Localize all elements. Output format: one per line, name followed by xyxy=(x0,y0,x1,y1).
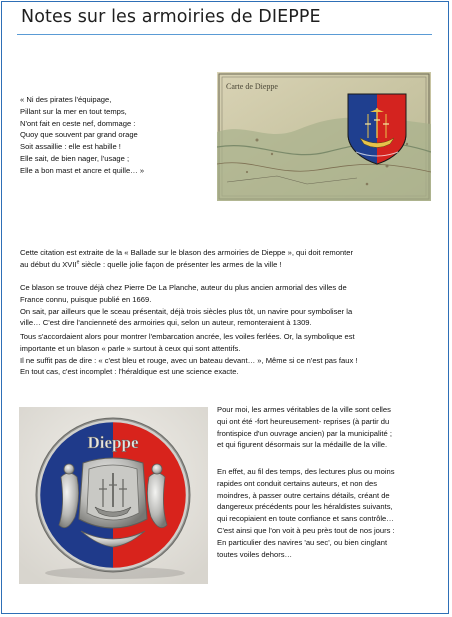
paragraph-line: rapides ont conduit certains auteurs, et non des xyxy=(217,478,377,488)
century-superscript: e xyxy=(76,259,80,266)
paragraph-line: C'est ainsi que l'on voit à peu près tout de nos jours : xyxy=(217,525,395,535)
paragraph-line: Pour moi, les armes véritables de la ville sont celles xyxy=(217,405,391,414)
paragraph-symbolique xyxy=(20,331,434,378)
page-title: Notes sur les armoiries de DIEPPE xyxy=(21,7,321,27)
century-suffix: siècle : quelle jolie façon de présenter les armes de la ville ! xyxy=(79,259,282,269)
medal-illustration xyxy=(19,407,208,584)
map-with-coat-of-arms-image xyxy=(217,72,431,201)
poem-quote xyxy=(20,94,210,177)
poem-line: Quoy que souvent par grand orage xyxy=(20,130,138,140)
map-caption: Carte de Dieppe xyxy=(226,82,278,91)
paragraph-line: Cette citation est extraite de la « Ballade sur le blason des armoiries de Dieppe », qui doit remonter xyxy=(20,248,354,257)
medal-cartouche xyxy=(79,458,147,528)
poem-line: Elle sait, de bien nager, l'usage ; xyxy=(20,153,130,163)
poem-line: « Ni des pirates l'équipage, xyxy=(20,95,112,104)
paragraph-line: frontispice d'un ouvrage ancien) par la municipalité ; xyxy=(217,428,392,438)
paragraph-line: ville… C'est dire l'ancienneté des armoiries qui, selon un auteur, remonteraient à 1309. xyxy=(20,318,312,328)
paragraph-line: En effet, au fil des temps, des lectures plus ou moins xyxy=(217,466,395,476)
poem-line: Soit assaillie : elle est habille ! xyxy=(20,142,121,152)
paragraph-line: Tous s'accordaient alors pour montrer l'embarcation ancrée, les voiles ferlées. Or, la symbolique est xyxy=(20,332,355,341)
paragraph-line: En particulier des navires 'au sec', ou bien cinglant xyxy=(217,537,388,547)
city-medal-image xyxy=(19,407,208,584)
poem-line: N'ont fait en ceste nef, dommage : xyxy=(20,118,136,128)
paragraph-line: France connu, puisque publié en 1669. xyxy=(20,294,152,304)
paragraph-line: et qui figurent désormais sur la médaille de la ville. xyxy=(217,440,388,450)
paragraph-line: qui ont été -fort heureusement- reprises (à partir du xyxy=(217,416,390,426)
paragraph-line: moindres, à passer outre certains détails, créant de xyxy=(217,490,390,500)
poem-line: Elle a bon mast et ancre et quille… » xyxy=(20,165,145,175)
paragraph-line: On sait, par ailleurs que le sceau présentait, déjà trois siècles plus tôt, un navire pour symboliser la xyxy=(20,306,353,316)
poem-line: Pillant sur la mer en tout temps, xyxy=(20,106,127,116)
paragraph-line: toutes voiles dehors… xyxy=(217,549,293,559)
paragraph-line: qui recopiaient en toute confiance et sans contrôle… xyxy=(217,514,394,524)
right-column-text xyxy=(217,404,434,560)
paragraph-line: Ce blason se trouve déjà chez Pierre De La Planche, auteur du plus ancien armorial des villes de xyxy=(20,283,347,292)
paragraph-line: importante et un blason « parle » surtout à ceux qui sont attentifs. xyxy=(20,343,241,353)
century-prefix: au début du XVII xyxy=(20,259,77,269)
medal-inscription: Dieppe xyxy=(87,433,139,452)
paragraph-planche xyxy=(20,282,434,329)
paragraph-line: dangereux précédents pour les héraldistes suivants, xyxy=(217,502,393,512)
paragraph-line: Il ne suffit pas de dire : « c'est bleu et rouge, avec un bateau devant… », Même si ce n'est pas faux ! xyxy=(20,355,358,365)
paragraph-line: En tout cas, c'est incomplet : l'héraldique est une science exacte. xyxy=(20,367,239,377)
map-illustration xyxy=(217,72,431,201)
paragraph-line xyxy=(20,259,434,271)
paragraph-ballade xyxy=(20,247,434,271)
title-underline xyxy=(17,34,432,35)
